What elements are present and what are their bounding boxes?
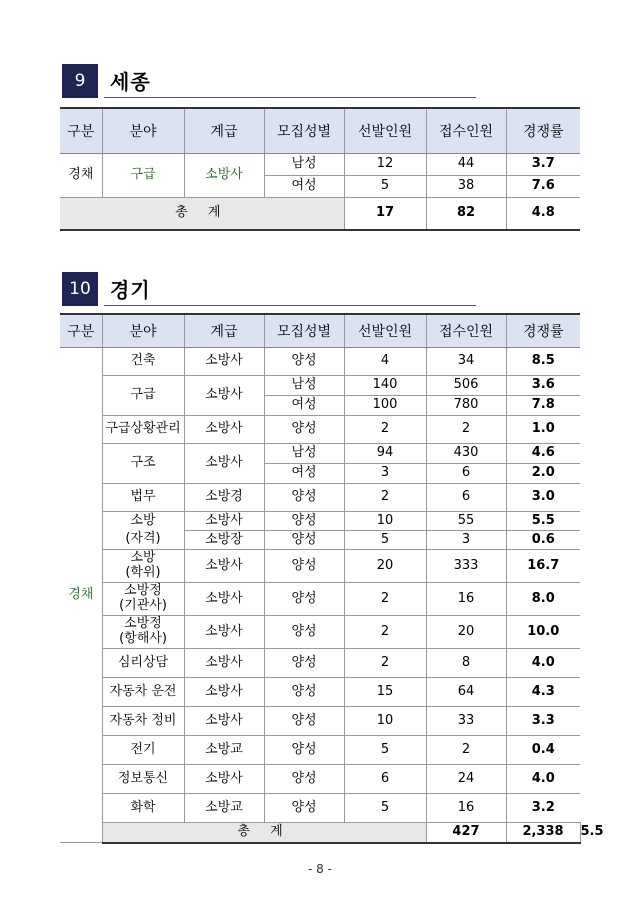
section-heading-sejong [62,64,476,98]
gender-cell: 양성 [264,794,344,823]
field-cell [102,616,184,649]
total-label: 총 계 [60,198,344,230]
ratio-cell: 1.0 [506,416,580,444]
sejong-table [60,107,580,231]
section-underline [104,97,476,98]
field-cell: 구급 [102,154,184,198]
ratio-cell: 2.0 [506,464,580,484]
table-row [60,531,580,550]
gender-cell: 양성 [264,616,344,649]
applicants-cell: 38 [426,176,506,198]
ratio-cell: 4.3 [506,678,580,707]
header-gender: 모집성별 [264,314,344,348]
ratio-cell: 4.0 [506,649,580,678]
ratio-cell: 8.0 [506,583,580,616]
field-cell: 구조 [102,444,184,484]
rank-cell: 소방사 [184,765,264,794]
section-number: 9 [62,64,98,98]
applicants-cell: 44 [426,154,506,176]
ratio-cell: 8.5 [506,348,580,376]
applicants-cell: 780 [426,396,506,416]
gender-cell: 여성 [264,464,344,484]
table-row [60,583,580,616]
table-row [60,484,580,512]
gubun-cell: 경채 [60,348,102,843]
table-row [60,736,580,765]
table-header-row [60,314,580,348]
field-cell [102,550,184,583]
rank-cell: 소방교 [184,736,264,765]
selected-cell: 94 [344,444,426,464]
applicants-cell: 6 [426,464,506,484]
field-cell: 구급 [102,376,184,416]
header-selected: 선발인원 [344,108,426,154]
rank-cell: 소방경 [184,484,264,512]
gender-cell: 양성 [264,550,344,583]
applicants-cell: 2 [426,416,506,444]
selected-cell: 20 [344,550,426,583]
field-line-2: (기관사) [119,598,167,613]
applicants-cell: 34 [426,348,506,376]
page-number: - 8 - [308,862,332,876]
field-cell [102,583,184,616]
total-selected: 427 [426,823,506,843]
applicants-cell: 16 [426,583,506,616]
total-selected: 17 [344,198,426,230]
total-row: 총 계 427 2,338 5.5 [60,823,580,843]
applicants-cell: 55 [426,512,506,531]
table-row [60,550,580,583]
ratio-cell: 10.0 [506,616,580,649]
ratio-cell: 5.5 [506,512,580,531]
selected-cell: 6 [344,765,426,794]
field-cell: 소방 [102,512,184,531]
rank-cell: 소방사 [184,550,264,583]
header-ratio: 경쟁률 [506,108,580,154]
gender-cell: 양성 [264,348,344,376]
section-title: 세종 [110,70,151,94]
rank-cell: 소방사 [184,707,264,736]
table-row [60,444,580,464]
ratio-cell: 3.2 [506,794,580,823]
field-cell-sub: (자격) [102,531,184,550]
applicants-cell: 6 [426,484,506,512]
gender-cell: 양성 [264,678,344,707]
applicants-cell: 64 [426,678,506,707]
ratio-cell: 7.8 [506,396,580,416]
gender-cell: 양성 [264,583,344,616]
applicants-cell: 33 [426,707,506,736]
table-row [60,512,580,531]
selected-cell: 5 [344,176,426,198]
ratio-cell: 4.6 [506,444,580,464]
field-cell: 구급상황관리 [102,416,184,444]
selected-cell: 2 [344,616,426,649]
selected-cell: 2 [344,484,426,512]
gyeonggi-table [60,313,604,844]
ratio-cell: 0.6 [506,531,580,550]
table-header-row [60,108,580,154]
selected-cell: 3 [344,464,426,484]
gender-cell: 양성 [264,531,344,550]
table-row [60,678,580,707]
selected-cell: 10 [344,707,426,736]
header-applicants: 접수인원 [426,314,506,348]
field-line-1: 소방정 [124,616,162,632]
field-cell: 자동차 운전 [102,678,184,707]
section-title: 경기 [110,278,151,302]
table-row [60,616,580,649]
selected-cell: 100 [344,396,426,416]
ratio-cell: 3.0 [506,484,580,512]
ratio-cell: 3.7 [506,154,580,176]
selected-cell: 5 [344,736,426,765]
field-line-2: (항해사) [119,631,167,646]
table-row [60,765,580,794]
total-label: 총 계 [102,823,426,843]
rank-cell: 소방사 [184,416,264,444]
total-applicants: 82 [426,198,506,230]
gubun-cell: 경채 [60,154,102,198]
field-line-2: (학위) [125,565,161,580]
applicants-cell: 3 [426,531,506,550]
selected-cell: 5 [344,531,426,550]
field-cell: 정보통신 [102,765,184,794]
selected-cell: 2 [344,583,426,616]
gender-cell: 양성 [264,512,344,531]
gender-cell: 여성 [264,396,344,416]
table-row [60,707,580,736]
selected-cell: 10 [344,512,426,531]
field-cell: 심리상담 [102,649,184,678]
applicants-cell: 20 [426,616,506,649]
field-cell: 전기 [102,736,184,765]
selected-cell: 4 [344,348,426,376]
header-field: 분야 [102,314,184,348]
selected-cell: 12 [344,154,426,176]
gender-cell: 양성 [264,736,344,765]
selected-cell: 2 [344,416,426,444]
total-row [60,198,580,230]
rank-cell: 소방장 [184,531,264,550]
ratio-cell: 7.6 [506,176,580,198]
table-row [60,154,580,176]
header-gender: 모집성별 [264,108,344,154]
gender-cell: 양성 [264,649,344,678]
section-heading-gyeonggi [62,272,476,306]
table-row [60,649,580,678]
gender-cell: 남성 [264,376,344,396]
rank-cell: 소방교 [184,794,264,823]
table-row [60,348,580,376]
table-row [60,376,580,396]
ratio-cell: 4.0 [506,765,580,794]
total-applicants: 2,338 [506,823,580,843]
rank-cell: 소방사 [184,583,264,616]
header-rank: 계급 [184,108,264,154]
applicants-cell: 24 [426,765,506,794]
table-row [60,794,580,823]
ratio-cell: 0.4 [506,736,580,765]
rank-cell: 소방사 [184,616,264,649]
header-rank: 계급 [184,314,264,348]
header-field: 분야 [102,108,184,154]
ratio-cell: 16.7 [506,550,580,583]
header-selected: 선발인원 [344,314,426,348]
header-gubun: 구분 [60,108,102,154]
rank-cell: 소방사 [184,376,264,416]
header-applicants: 접수인원 [426,108,506,154]
gender-cell: 남성 [264,154,344,176]
field-line-1: 소방정 [124,583,162,599]
applicants-cell: 430 [426,444,506,464]
gender-cell: 여성 [264,176,344,198]
field-cell: 자동차 정비 [102,707,184,736]
section-underline [104,305,476,306]
rank-cell: 소방사 [184,348,264,376]
gender-cell: 양성 [264,765,344,794]
rank-cell: 소방사 [184,678,264,707]
gender-cell: 남성 [264,444,344,464]
gender-cell: 양성 [264,707,344,736]
applicants-cell: 506 [426,376,506,396]
applicants-cell: 333 [426,550,506,583]
selected-cell: 2 [344,649,426,678]
ratio-cell: 3.3 [506,707,580,736]
field-cell: 화학 [102,794,184,823]
total-ratio: 4.8 [506,198,580,230]
section-number: 10 [62,272,98,306]
rank-cell: 소방사 [184,154,264,198]
rank-cell: 소방사 [184,512,264,531]
field-line-1: 소방 [130,550,156,566]
field-cell: 법무 [102,484,184,512]
header-ratio: 경쟁률 [506,314,580,348]
field-cell: 건축 [102,348,184,376]
gender-cell: 양성 [264,416,344,444]
applicants-cell: 16 [426,794,506,823]
selected-cell: 15 [344,678,426,707]
header-gubun: 구분 [60,314,102,348]
rank-cell: 소방사 [184,444,264,484]
applicants-cell: 2 [426,736,506,765]
ratio-cell: 3.6 [506,376,580,396]
selected-cell: 140 [344,376,426,396]
applicants-cell: 8 [426,649,506,678]
selected-cell: 5 [344,794,426,823]
rank-cell: 소방사 [184,649,264,678]
table-row [60,416,580,444]
gender-cell: 양성 [264,484,344,512]
